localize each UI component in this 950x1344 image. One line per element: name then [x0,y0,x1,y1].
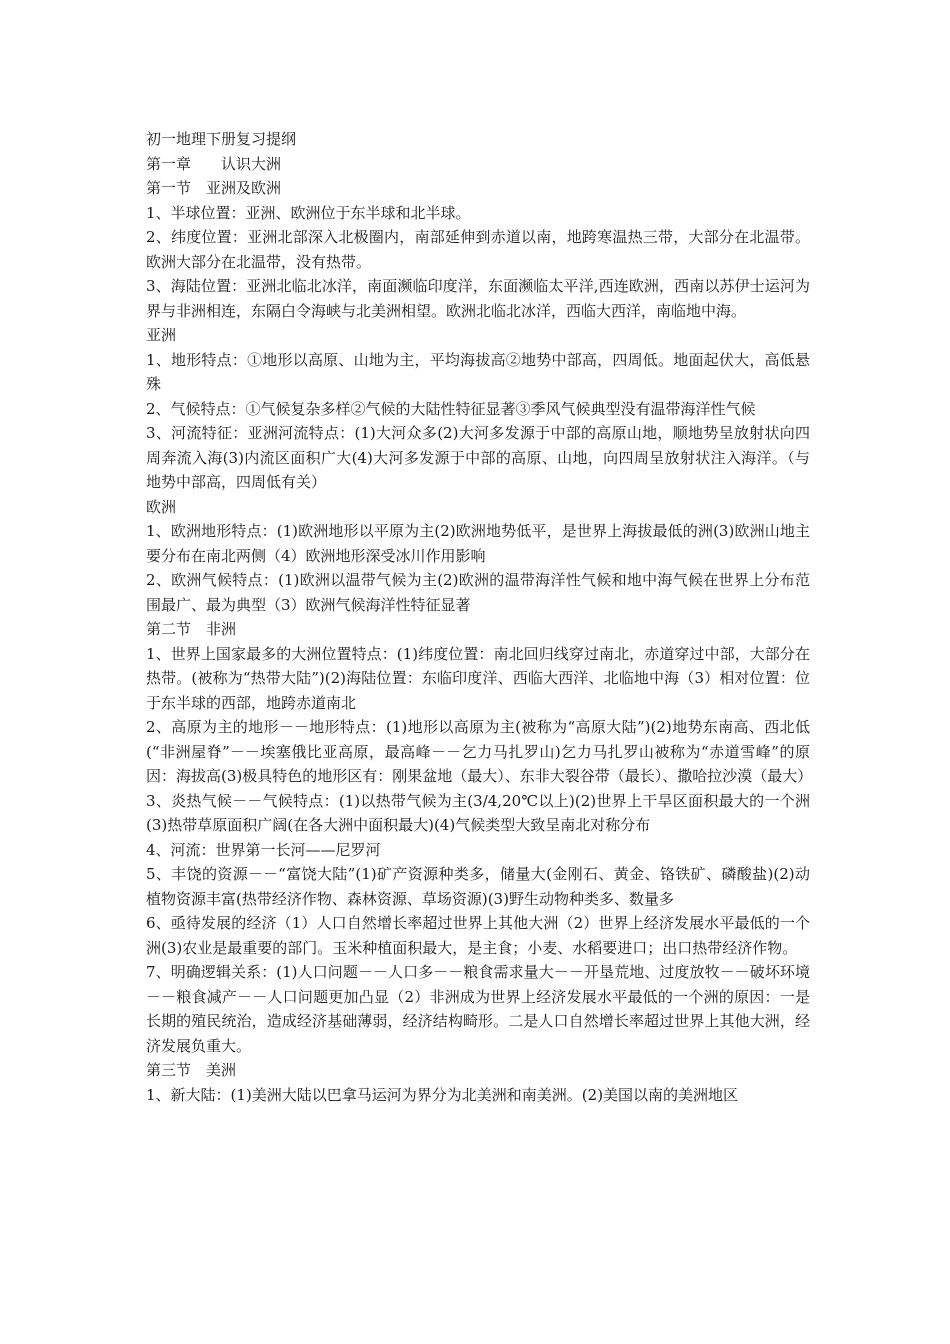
paragraph: 2、高原为主的地形－－地形特点：(1)地形以高原为主(被称为“高原大陆”)(2)地势东南高、西北低(“非洲屋脊”－－埃塞俄比亚高原，最高峰－－乞力马扎罗山)乞力马扎罗山被称为“赤道雪峰”的原因：海拔高(3)极具特色的地形区有：刚果盆地（最大）、东非大裂谷带（最长）、撒哈拉沙漠（最大） [146,718,813,785]
paragraph: 2、气候特点：①气候复杂多样②气候的大陆性特征显著③季风气候典型没有温带海洋性气候 [146,399,756,418]
section-heading: 第二节 非洲 [146,620,237,638]
paragraph: 3、河流特征：亚洲河流特点：(1)大河众多(2)大河多发源于中部的高原山地，顺地势呈放射状向四周奔流入海(3)内流区面积广大(4)大河多发源于中部的高原、山地，向四周呈放射状注入海洋。（与地势中部高，四周低有关） [146,424,810,491]
paragraph: 1、半球位置：亚洲、欧洲位于东半球和北半球。 [146,203,471,222]
paragraph: 1、新大陆：(1)美洲大陆以巴拿马运河为界分为北美洲和南美洲。(2)美国以南的美洲地区 [146,1085,739,1104]
paragraph: 6、亟待发展的经济（1）人口自然增长率超过世界上其他大洲（2）世界上经济发展水平最低的一个洲(3)农业是最重要的部门。玉米种植面积最大，是主食；小麦、水稻要进口；出口热带经济作物。 [146,914,810,957]
paragraph: 1、世界上国家最多的大洲位置特点：(1)纬度位置：南北回归线穿过南北，赤道穿过中部，大部分在热带。(被称为“热带大陆”)(2)海陆位置：东临印度洋、西临大西洋、北临地中海（3）相对位置：位于东半球的西部，地跨赤道南北 [146,644,810,712]
paragraph: 1、欧洲地形特点：(1)欧洲地形以平原为主(2)欧洲地势低平，是世界上海拔最低的洲(3)欧洲山地主要分布在南北两侧（4）欧洲地形深受冰川作用影响 [146,522,810,565]
paragraph: 2、欧洲气候特点：(1)欧洲以温带气候为主(2)欧洲的温带海洋性气候和地中海气候在世界上分布范围最广、最为典型（3）欧洲气候海洋性特征显著 [146,571,810,614]
paragraph: 4、河流：世界第一长河——尼罗河 [146,840,381,859]
section-heading: 第一节 亚洲及欧洲 [146,179,282,197]
paragraph: 1、地形特点：①地形以高原、山地为主，平均海拔高②地势中部高，四周低。地面起伏大，高低悬殊 [146,350,810,393]
paragraph: 3、海陆位置：亚洲北临北冰洋，南面濒临印度洋，东面濒临太平洋,西连欧洲，西南以苏伊士运河为界与非洲相连，东隔白令海峡与北美洲相望。欧洲北临北冰洋，西临大西洋，南临地中海。 [146,277,810,320]
paragraph: 5、丰饶的资源－－“富饶大陆”(1)矿产资源种类多，储量大(金刚石、黄金、铬铁矿、磷酸盐)(2)动植物资源丰富(热带经济作物、森林资源、草场资源)(3)野生动物种类多、数量多 [146,865,810,908]
paragraph: 7、明确逻辑关系：(1)人口问题－－人口多－－粮食需求量大－－开垦荒地、过度放牧－－破坏环境－－粮食减产－－人口问题更加凸显（2）非洲成为世界上经济发展水平最低的一个洲的原因：一是长期的殖民统治，造成经济基础薄弱，经济结构畸形。二是人口自然增长率超过世界上其他大洲，经济发展负重大。 [146,963,810,1055]
subsection-heading: 欧洲 [146,497,177,516]
section-heading: 第三节 美洲 [146,1061,237,1079]
paragraph: 3、炎热气候－－气候特点：(1)以热带气候为主(3/4,20℃以上)(2)世界上干旱区面积最大的一个洲(3)热带草原面积广阔(在各大洲中面积最大)(4)气候类型大致呈南北对称分布 [146,791,810,834]
document-page [146,127,813,1107]
paragraph: 2、纬度位置：亚洲北部深入北极圈内，南部延伸到赤道以南，地跨寒温热三带，大部分在北温带。欧洲大部分在北温带，没有热带。 [146,228,810,271]
chapter-heading: 第一章 认识大洲 [146,154,282,173]
document-title: 初一地理下册复习提纲 [146,130,297,148]
subsection-heading: 亚洲 [146,326,177,344]
